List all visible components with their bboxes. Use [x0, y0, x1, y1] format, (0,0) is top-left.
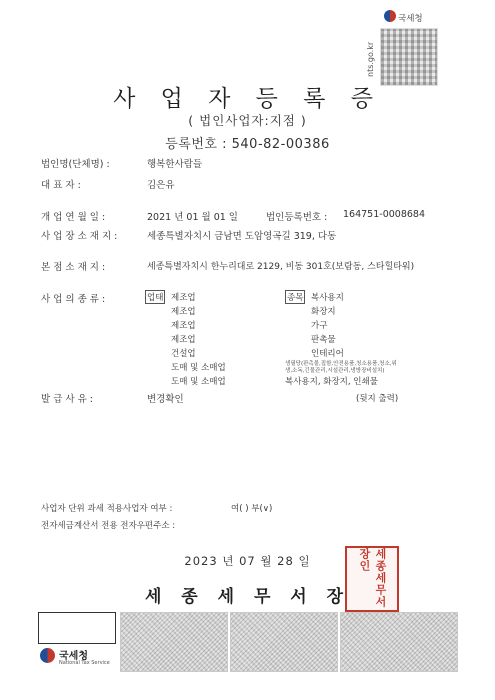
open-date-label: 개 업 연 월 일 : [41, 212, 106, 223]
registration-number [0, 133, 495, 152]
business-item-detail: 생필당(판촉물,집함,안전용품,청소용품,청소,위 [285, 361, 397, 367]
representative-value: 김은유 [147, 180, 175, 191]
registration-value: 540-82-00386 [231, 137, 330, 152]
business-category: 도매 및 소매업 [171, 377, 226, 387]
corp-name-value: 행복한사람들 [147, 159, 203, 170]
security-pattern [340, 612, 458, 672]
business-item: 화장지 [311, 307, 336, 317]
e-invoice-email-label: 전자세금계산서 전용 전자우편주소 : [41, 521, 176, 531]
hq-value: 세종특별자치시 한누리대로 2129, 비동 301호(보람동, 스타힐타워) [147, 262, 415, 272]
nts-footer-logo-icon [40, 648, 55, 663]
open-date-value: 2021 년 01 월 01 일 [147, 212, 238, 223]
tax-office-name: 세 종 세 무 서 장 [144, 587, 351, 607]
corp-reg-label: 법인등록번호 : [266, 212, 328, 223]
site-value: 세종특별자치시 금남면 도암영곡길 319, 다동 [147, 231, 337, 242]
business-item: 판촉물 [311, 335, 336, 345]
business-item: 복사용지 [311, 293, 344, 303]
business-type-label: 사 업 의 종 류 : [41, 294, 106, 305]
document-title: 사 업 자 등 록 증 [113, 86, 382, 112]
corp-name-label: 법인명(단체명) : [41, 159, 110, 170]
business-item-header: 종목 [285, 290, 305, 304]
security-pattern [230, 612, 338, 672]
footer-agency-english: National Tax Service [59, 660, 110, 666]
representative-label: 대 표 자 : [41, 180, 81, 191]
business-category: 제조업 [171, 307, 196, 317]
issue-note: (뒷지 출력) [356, 394, 399, 404]
issue-reason-label: 발 급 사 유 : [41, 394, 93, 405]
business-category: 제조업 [171, 335, 196, 345]
hq-label: 본 점 소 재 지 : [41, 262, 106, 273]
footer-agency-name: 국세청 [59, 651, 88, 662]
corp-reg-value: 164751-0008684 [343, 209, 426, 220]
business-item: 가구 [311, 321, 328, 331]
simplified-taxpayer-value: 여( ) 부(∨) [231, 504, 273, 514]
business-category-header: 업태 [145, 290, 165, 304]
nts-url-vertical: nts.go.kr [366, 41, 375, 77]
official-seal: 세종세무서장인 [345, 546, 399, 612]
site-label: 사 업 장 소 재 지 : [41, 231, 118, 242]
registration-label: 등록번호 : [165, 137, 227, 152]
security-pattern [120, 612, 228, 672]
qr-code [380, 28, 438, 86]
simplified-taxpayer-label: 사업자 단위 과세 적용사업자 여부 : [41, 504, 173, 514]
document-subtitle: ( 법인사업자:지점 ) [188, 113, 307, 128]
business-item-detail: 생,소독,긴물관리,시설관리,냉방장비설치) [285, 368, 385, 374]
business-category: 제조업 [171, 293, 196, 303]
nts-logo-icon [384, 10, 396, 22]
business-category: 제조업 [171, 321, 196, 331]
business-item: 인테리어 [311, 349, 344, 359]
issue-date: 2023 년 07 월 28 일 [184, 554, 311, 568]
nts-logo-text: 국세청 [398, 14, 423, 24]
business-category: 건설업 [171, 349, 196, 359]
business-item: 복사용지, 화장지, 인쇄물 [285, 377, 378, 387]
issue-reason-value: 변경확인 [147, 394, 184, 405]
business-category: 도매 및 소매업 [171, 363, 226, 373]
footer-blank-box [38, 612, 116, 644]
